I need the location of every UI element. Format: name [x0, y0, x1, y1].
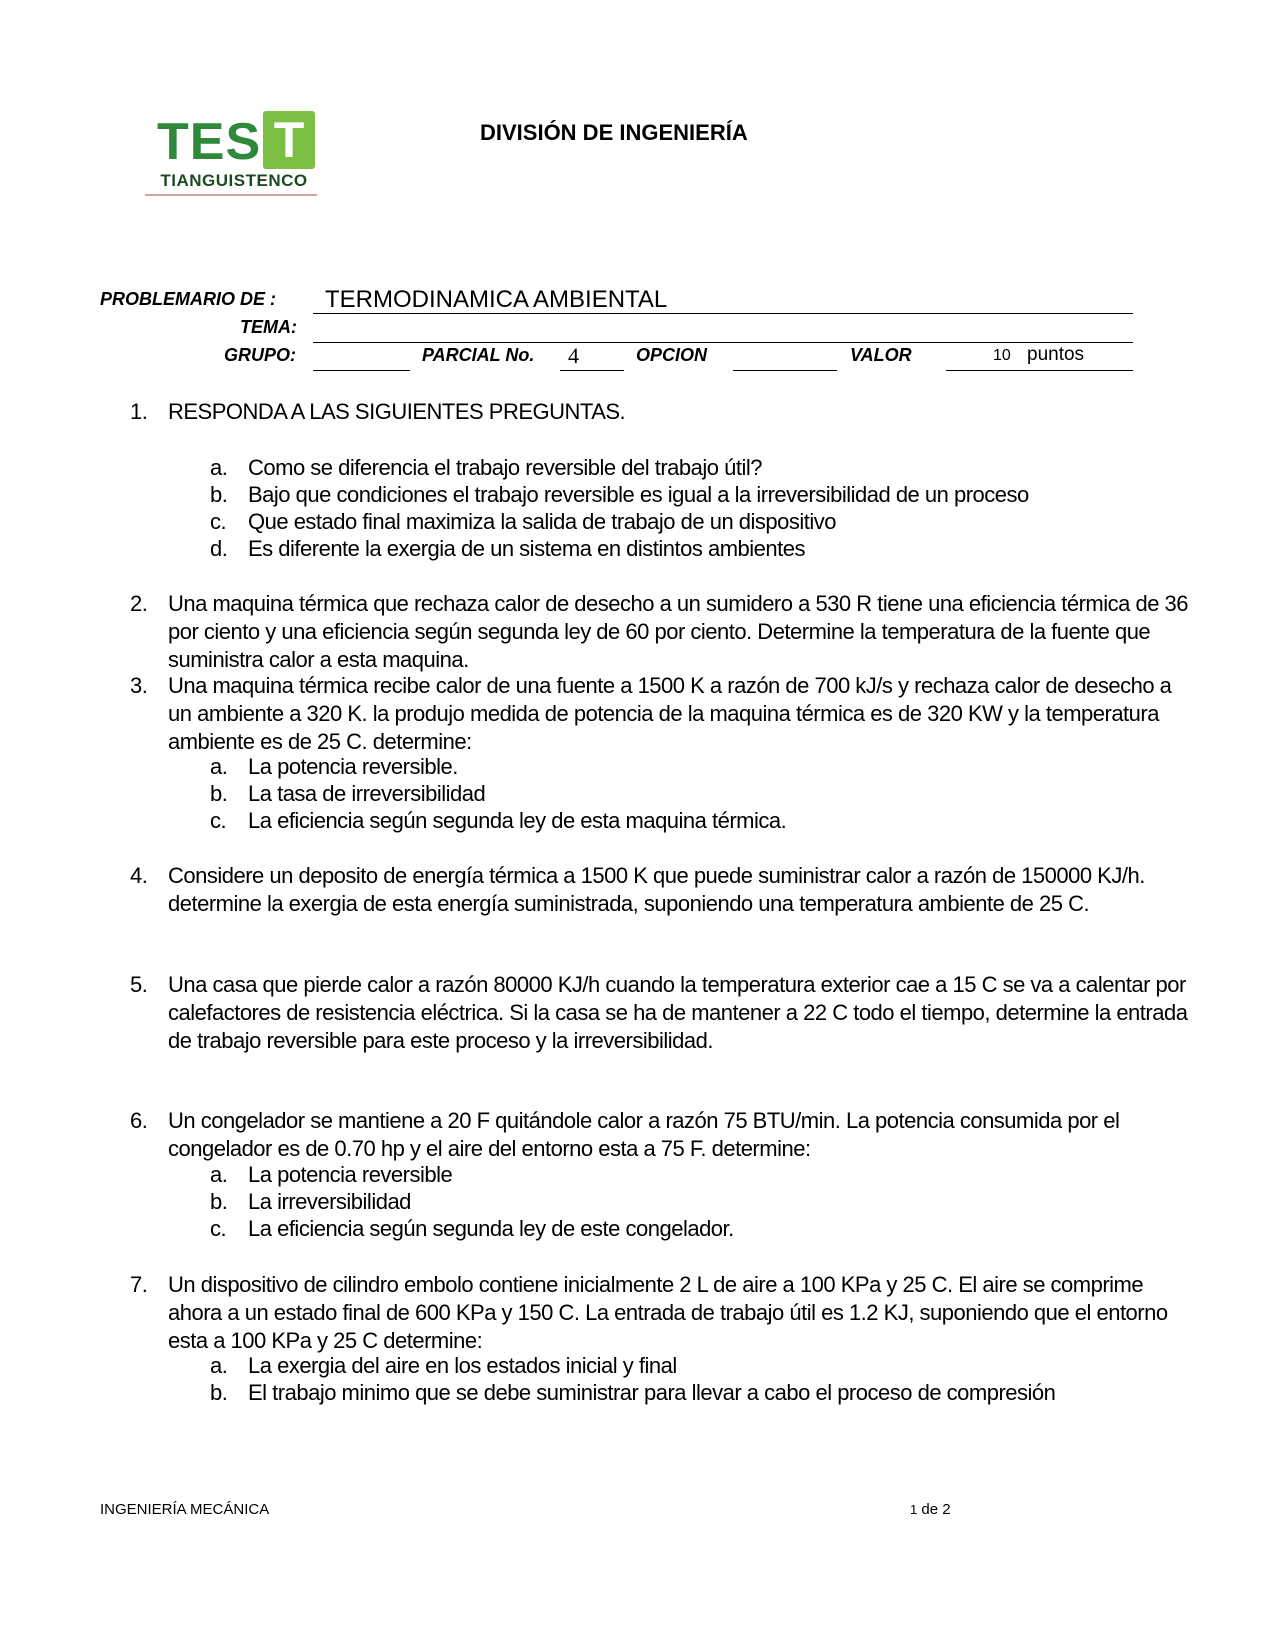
- opcion-label: OPCION: [636, 345, 708, 365]
- question-text: [168, 398, 1168, 426]
- valor-line: [946, 370, 1133, 371]
- question-line: congelador es de 0.70 hp y el aire del entorno esta a 75 F. determine:: [168, 1136, 811, 1161]
- question-line: esta a 100 KPa y 25 C determine:: [168, 1328, 483, 1353]
- valor-unit: puntos: [1027, 344, 1085, 365]
- question-number: 2.: [130, 591, 148, 616]
- subitem-text: Que estado final maximiza la salida de trabajo de un dispositivo: [248, 509, 837, 534]
- question-1: [130, 398, 1170, 568]
- question-6: [130, 1107, 1170, 1245]
- valor-label: VALOR: [850, 345, 912, 365]
- footer-department: INGENIERÍA MECÁNICA: [100, 1501, 270, 1518]
- logo-underline: [145, 194, 317, 196]
- question-line: RESPONDA A LAS SIGUIENTES PREGUNTAS.: [168, 399, 626, 424]
- subitem-text: La eficiencia según segunda ley de esta maquina térmica.: [248, 808, 787, 833]
- logo-t-letter: T: [273, 112, 305, 168]
- subitem-letter: d.: [210, 536, 228, 561]
- subitem-letter: b.: [210, 1189, 228, 1214]
- grupo-label: GRUPO:: [224, 345, 296, 365]
- question-line: Un congelador se mantiene a 20 F quitándole calor a razón 75 BTU/min. La potencia consumida por el: [168, 1108, 1120, 1133]
- question-2: [130, 590, 1189, 674]
- subitem-letter: a.: [210, 754, 228, 779]
- logo-subtitle: TIANGUISTENCO: [160, 171, 308, 190]
- question-line: ahora a un estado final de 600 KPa y 150 C. La entrada de trabajo útil es 1.2 KJ, suponiendo que el entorno: [168, 1300, 1168, 1325]
- page-indicator: [910, 1501, 951, 1519]
- subitem-text: La potencia reversible.: [248, 754, 458, 779]
- question-line: Una maquina térmica recibe calor de una fuente a 1500 K a razón de 700 kJ/s y rechaza calor de desecho a: [168, 673, 1172, 698]
- parcial-line: [560, 370, 624, 371]
- document-title: DIVISIÓN DE INGENIERÍA: [480, 120, 748, 145]
- question-4: [130, 862, 1170, 918]
- question-line: Un dispositivo de cilindro embolo contiene inicialmente 2 L de aire a 100 KPa y 25 C. El aire se comprime: [168, 1272, 1144, 1297]
- page-current: 1: [910, 1502, 918, 1517]
- question-number: 7.: [130, 1272, 148, 1297]
- question-line: determine la exergia de esta energía suministrada, suponiendo una temperatura ambiente de 25 C.: [168, 891, 1090, 916]
- question-number: 3.: [130, 673, 148, 698]
- subitem-letter: b.: [210, 781, 228, 806]
- parcial-value: 4: [568, 343, 579, 368]
- subitem-text: El trabajo minimo que se debe suministrar para llevar a cabo el proceso de compresión: [248, 1380, 1056, 1405]
- question-text: [168, 971, 1188, 1055]
- subitem-letter: c.: [210, 509, 227, 534]
- subitem-letter: b.: [210, 482, 228, 507]
- question-text: [168, 862, 1168, 918]
- subitem-letter: a.: [210, 455, 228, 480]
- opcion-line: [733, 370, 837, 371]
- question-3: [130, 672, 1170, 836]
- tema-label: TEMA:: [240, 317, 297, 337]
- question-number: 5.: [130, 972, 148, 997]
- question-5: [130, 971, 1188, 1055]
- subitem-text: Como se diferencia el trabajo reversible del trabajo útil?: [248, 455, 762, 480]
- question-line: de trabajo reversible para este proceso y la irreversibilidad.: [168, 1028, 713, 1053]
- subitem-text: Es diferente la exergia de un sistema en distintos ambientes: [248, 536, 805, 561]
- logo-mark: TES: [157, 113, 262, 171]
- grupo-line: [313, 370, 410, 371]
- page-separator: de: [921, 1501, 939, 1518]
- question-text: [168, 672, 1172, 756]
- subitem-letter: b.: [210, 1380, 228, 1405]
- question-line: Una casa que pierde calor a razón 80000 KJ/h cuando la temperatura exterior cae a 15 C se va a calentar por: [168, 972, 1186, 997]
- problemario-line: [313, 313, 1133, 314]
- subitem-text: La tasa de irreversibilidad: [248, 781, 486, 806]
- question-line: Una maquina térmica que rechaza calor de desecho a un sumidero a 530 R tiene una eficiencia térmica de 36: [168, 591, 1189, 616]
- tema-line: [313, 342, 1133, 343]
- question-7: [130, 1271, 1170, 1409]
- subitem-letter: a.: [210, 1353, 228, 1378]
- valor-number: 10: [993, 347, 1011, 364]
- subitem-letter: c.: [210, 808, 227, 833]
- page-total: 2: [942, 1501, 951, 1518]
- question-number: 1.: [130, 399, 148, 424]
- parcial-label: PARCIAL No.: [422, 345, 535, 365]
- subitem-text: Bajo que condiciones el trabajo reversible es igual a la irreversibilidad de un proceso: [248, 482, 1029, 507]
- question-text: [168, 590, 1189, 674]
- subitem-text: La exergia del aire en los estados inicial y final: [248, 1353, 677, 1378]
- question-number: 6.: [130, 1108, 148, 1133]
- question-text: [168, 1271, 1168, 1355]
- subitem-text: La eficiencia según segunda ley de este congelador.: [248, 1216, 734, 1241]
- question-number: 4.: [130, 863, 148, 888]
- subitem-text: La potencia reversible: [248, 1162, 453, 1187]
- subitem-text: La irreversibilidad: [248, 1189, 411, 1214]
- question-line: Considere un deposito de energía térmica a 1500 K que puede suministrar calor a razón de 150000 KJ/h.: [168, 863, 1145, 888]
- question-line: calefactores de resistencia eléctrica. Si la casa se ha de mantener a 22 C todo el tiempo, determine la entrada: [168, 1000, 1188, 1025]
- problemario-value: TERMODINAMICA AMBIENTAL: [325, 286, 668, 313]
- question-line: por ciento y una eficiencia según segunda ley de 60 por ciento. Determine la temperatura de la fuente que: [168, 619, 1151, 644]
- logo-t-box: [263, 111, 315, 169]
- question-text: [168, 1107, 1168, 1163]
- tes-logo: [145, 108, 323, 198]
- question-line: ambiente es de 25 C. determine:: [168, 729, 472, 754]
- subitem-letter: a.: [210, 1162, 228, 1187]
- question-line: suministra calor a esta maquina.: [168, 647, 469, 672]
- problemario-label: PROBLEMARIO DE :: [100, 289, 277, 309]
- question-line: un ambiente a 320 K. la produjo medida de potencia de la maquina térmica es de 320 KW y la temperatura: [168, 701, 1159, 726]
- subitem-letter: c.: [210, 1216, 227, 1241]
